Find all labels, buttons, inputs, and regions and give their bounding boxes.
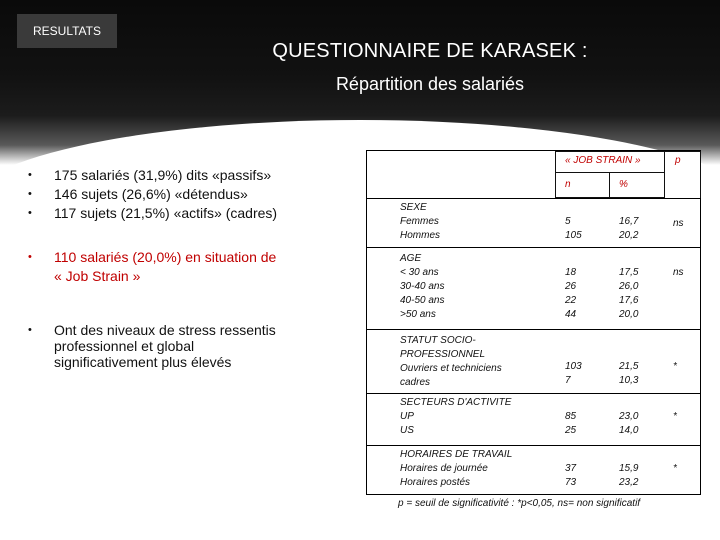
header-job-strain: « JOB STRAIN »: [565, 155, 641, 166]
bullet-list: [28, 166, 338, 370]
bullet-item: • 175 salariés (31,9%) dits «passifs»: [28, 167, 272, 183]
section-tag: RESULTATS: [17, 14, 117, 48]
table-row: SECTEURS D'ACTIVITE UP US 85 25 23,0 14,0 *: [367, 393, 700, 445]
slide-subtitle: Répartition des salariés: [335, 74, 525, 94]
table-row: AGE < 30 ans 30-40 ans 40-50 ans >50 ans 18 26 22 44 17,5 26,0 17,6 20,0 ns: [367, 247, 700, 329]
job-strain-table: [366, 150, 701, 495]
footnote: p = seuil de significativité : *p<0,05, ns= non significatif: [398, 498, 641, 509]
header-p: p: [675, 155, 681, 166]
slide-title: QUESTIONNAIRE DE KARASEK :: [272, 40, 588, 62]
table-row: SEXE Femmes Hommes 5 105 16,7 20,2 ns: [367, 198, 700, 247]
bullet-item: • 117 sujets (21,5%) «actifs» (cadres): [28, 205, 278, 221]
table-row: HORAIRES DE TRAVAIL Horaires de journée Horaires postés 37 73 15,9 23,2 *: [367, 445, 700, 495]
header-pct: %: [619, 179, 628, 190]
table-row: STATUT SOCIO- PROFESSIONNEL Ouvriers et techniciens cadres 103 7 21,5 10,3 *: [367, 329, 700, 393]
header-n: n: [565, 179, 571, 190]
bullet-item: • 146 sujets (26,6%) «détendus»: [28, 186, 248, 202]
bullet-item-stress: • Ont des niveaux de stress ressentis professionnel et global significativement plus élevés: [28, 322, 276, 370]
bullet-item-job-strain: • 110 salariés (20,0%) en situation de « Job Strain »: [28, 249, 277, 284]
